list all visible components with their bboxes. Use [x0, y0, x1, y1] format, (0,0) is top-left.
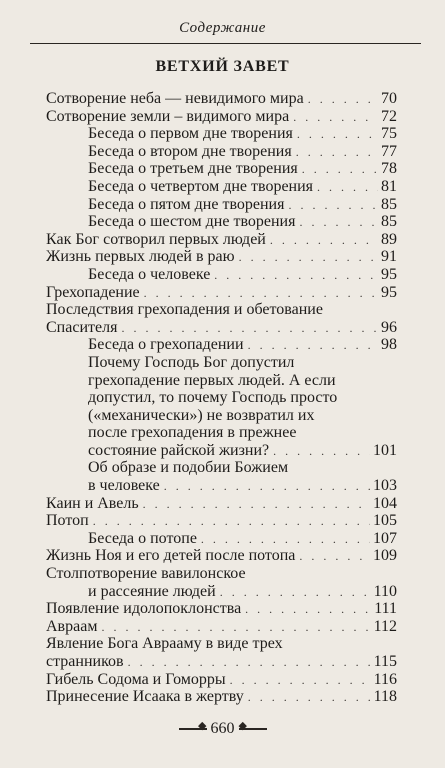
- toc-entry-page: 70: [381, 90, 397, 107]
- running-header: Содержание: [179, 20, 266, 36]
- toc-entry-title: Потоп: [46, 512, 89, 530]
- left-ornament-icon: [179, 724, 207, 734]
- toc-entry: [46, 424, 397, 442]
- toc-entry-title: Спасителя: [46, 318, 118, 336]
- toc-entry-title: Почему Господь Бог допустил: [88, 353, 295, 371]
- toc-entry: [46, 301, 397, 319]
- toc-entry-page: 103: [373, 477, 397, 495]
- toc-entry-page: 116: [373, 670, 397, 688]
- toc-entry-page: 75: [381, 125, 397, 143]
- toc-entry-page: 77: [381, 142, 397, 160]
- toc-entry: [46, 143, 397, 161]
- toc-entry: [46, 336, 397, 354]
- dot-leader: [164, 478, 370, 496]
- toc-entry-page: 96: [381, 318, 397, 336]
- toc-entry-page: 107: [373, 529, 397, 547]
- dot-leader: [270, 232, 378, 250]
- toc-entry-page: 89: [381, 230, 397, 248]
- toc-entry-title: Последствия грехопадения и обетование: [46, 301, 323, 319]
- toc-entry-title: Беседа о человеке: [88, 265, 211, 283]
- toc-entry: [46, 108, 397, 126]
- toc-entry-title: Авраам: [46, 617, 98, 635]
- toc-entry: [46, 354, 397, 372]
- dot-leader: [214, 267, 378, 285]
- toc-entry: [46, 565, 397, 583]
- toc-entry: [46, 583, 397, 601]
- toc-entry-title: Жизнь первых людей в раю: [46, 248, 235, 266]
- dot-leader: [273, 443, 370, 461]
- right-ornament-icon: [239, 724, 267, 734]
- dot-leader: [201, 531, 370, 549]
- dot-leader: [302, 161, 378, 179]
- toc-entry: [46, 90, 397, 108]
- toc-entry-page: 101: [373, 441, 397, 459]
- toc-entry-page: 98: [381, 336, 397, 354]
- toc-entry-page: 111: [374, 600, 397, 618]
- dot-leader: [299, 548, 370, 566]
- dot-leader: [121, 320, 378, 338]
- toc-entry-title: Беседа о грехопадении: [88, 336, 244, 354]
- toc-entry-title: Каин и Авель: [46, 494, 139, 512]
- toc-entry-page: 85: [381, 195, 397, 213]
- toc-entry-title: Сотворение земли – видимого мира: [46, 107, 290, 125]
- toc-entry-title: Об образе и подобии Божием: [88, 459, 289, 477]
- toc-entry-title: Беседа о втором дне творения: [88, 142, 292, 160]
- toc-entry: [46, 178, 397, 196]
- dot-leader: [128, 654, 371, 672]
- toc-entry-page: 72: [381, 107, 397, 125]
- toc-entry-title: Столпотворение вавилонское: [46, 565, 246, 583]
- toc-entry: [46, 635, 397, 653]
- page-number: 660: [210, 720, 235, 737]
- toc-entry-title: допустил, то почему Господь просто: [88, 389, 338, 407]
- toc-entry-page: 105: [373, 512, 397, 530]
- dot-leader: [297, 126, 378, 144]
- toc-entry: [46, 160, 397, 178]
- toc-entry-page: 118: [373, 688, 397, 706]
- toc-entry-title: Беседа о шестом дне творения: [88, 213, 296, 231]
- toc-entry: [46, 213, 397, 231]
- toc-entry-page: 115: [373, 653, 397, 670]
- toc-entry: [46, 653, 397, 671]
- toc-entry-title: Грехопадение: [46, 283, 140, 301]
- toc-entry-page: 104: [373, 494, 397, 512]
- dot-leader: [296, 144, 378, 162]
- toc-entry-title: после грехопадения в прежнее: [88, 424, 297, 442]
- toc-entry: [46, 372, 397, 390]
- dot-leader: [245, 601, 371, 619]
- toc-entry: [46, 477, 397, 495]
- toc-entry-title: Беседа о четвертом дне творения: [88, 177, 314, 195]
- toc-entry: [46, 618, 397, 636]
- toc-entry-title: и рассеяние людей: [88, 582, 216, 600]
- toc-entry: [46, 688, 397, 706]
- toc-entry-title: Беседа о первом дне творения: [88, 125, 293, 143]
- toc-entry-page: 91: [381, 248, 397, 266]
- dot-leader: [317, 179, 378, 197]
- toc-entry: [46, 125, 397, 143]
- dot-leader: [239, 249, 378, 267]
- dot-leader: [248, 689, 371, 707]
- dot-leader: [308, 91, 378, 109]
- toc-entry-page: 95: [381, 283, 397, 301]
- toc-entry: [46, 389, 397, 407]
- dot-leader: [293, 109, 378, 127]
- toc-entry-title: («механически») не возвратил их: [88, 406, 315, 424]
- toc-entry-title: в человеке: [88, 477, 160, 495]
- toc-entry: [46, 231, 397, 249]
- section-title: ВЕТХИЙ ЗАВЕТ: [155, 58, 290, 75]
- toc-entry-page: 109: [373, 547, 397, 565]
- toc-entry: [46, 284, 397, 302]
- toc-entry-title: Сотворение неба — невидимого мира: [46, 90, 304, 107]
- dot-leader: [220, 584, 371, 602]
- toc-entry: [46, 442, 397, 460]
- toc-entry: [46, 459, 397, 477]
- toc-entry-page: 78: [381, 160, 397, 178]
- dot-leader: [144, 285, 378, 303]
- toc-entry: [46, 547, 397, 565]
- toc-entry: [46, 319, 397, 337]
- dot-leader: [143, 496, 370, 514]
- toc-entry: [46, 196, 397, 214]
- toc-entry: [46, 495, 397, 513]
- toc-entry-title: грехопадение первых людей. А если: [88, 371, 336, 389]
- toc-entry-title: Беседа о потопе: [88, 529, 197, 547]
- toc-entry: [46, 266, 397, 284]
- toc-entry-page: 85: [381, 213, 397, 231]
- page-footer: [0, 720, 445, 738]
- toc-entry-title: состояние райской жизни?: [88, 441, 270, 459]
- toc-entry: [46, 671, 397, 689]
- toc-entry-page: 81: [381, 177, 397, 195]
- toc-entry: [46, 512, 397, 530]
- toc-entry-page: 112: [373, 617, 397, 635]
- toc-entry: [46, 248, 397, 266]
- toc-entry: [46, 600, 397, 618]
- dot-leader: [288, 197, 378, 215]
- dot-leader: [101, 619, 370, 637]
- toc-entry-title: Принесение Исаака в жертву: [46, 688, 244, 706]
- dot-leader: [230, 672, 371, 690]
- dot-leader: [299, 214, 378, 232]
- toc-entry-title: Как Бог сотворил первых людей: [46, 230, 266, 248]
- toc-entry-title: Явление Бога Аврааму в виде трех: [46, 635, 283, 653]
- toc-entry-title: Жизнь Ноя и его детей после потопа: [46, 547, 296, 565]
- toc-entry-title: странников: [46, 653, 124, 670]
- toc-entry-title: Гибель Содома и Гоморры: [46, 670, 226, 688]
- dot-leader: [248, 337, 378, 355]
- toc-entry: [46, 407, 397, 425]
- toc-entry: [46, 530, 397, 548]
- toc-entry-page: 95: [381, 265, 397, 283]
- toc-entry-title: Беседа о пятом дне творения: [88, 195, 285, 213]
- dot-leader: [93, 513, 370, 531]
- toc-entry-title: Появление идолопоклонства: [46, 600, 242, 618]
- header-rule: [30, 43, 421, 44]
- table-of-contents: [46, 90, 397, 706]
- toc-entry-page: 110: [373, 582, 397, 600]
- toc-entry-title: Беседа о третьем дне творения: [88, 160, 298, 178]
